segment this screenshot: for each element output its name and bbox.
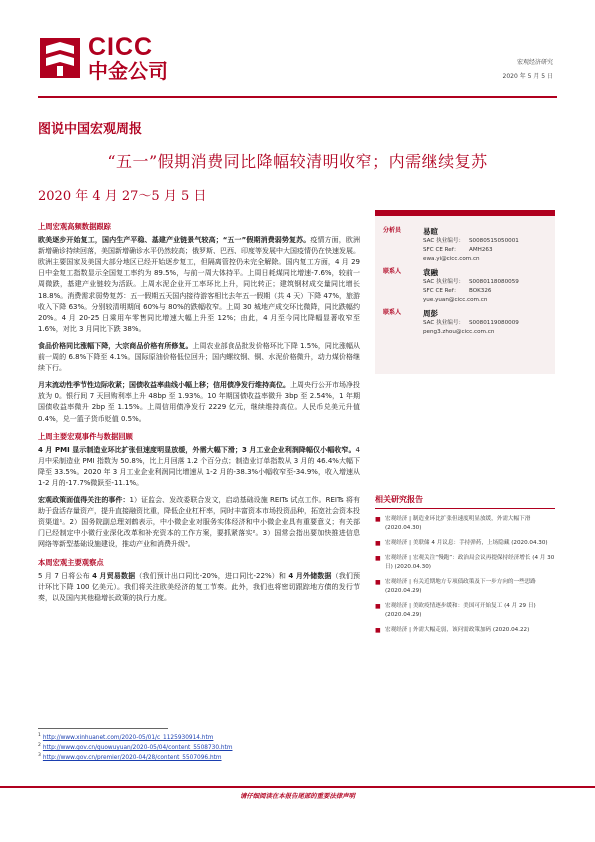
footnote-link[interactable]: http://www.xinhuanet.com/2020-05/01/c_1125930914.htm (42, 734, 214, 741)
analyst-info (423, 267, 547, 305)
paragraph-bold: 4 月外储数据 (288, 571, 332, 580)
brand-en: CICC (88, 33, 154, 61)
related-report-text: 宏观经济 | 宏观关注“慢跑”：政治局会议再提保持经济增长 (4 月 30 日) (2020.04.30) (385, 555, 555, 570)
analyst-email[interactable]: peng3.zhou@cicc.com.cn (423, 329, 495, 335)
footer-divider (0, 786, 595, 788)
paragraph-text: 1）证监会、发改委联合发文，启动基础设施 REITs 试点工作。REITs 将有助于盘活存量资产，提升直接融资比重，降低企业杠杆率，同时丰富资本市场投资品种，拓宽社会资本投资渠道¹。2）国务院副总理刘鹤表示，中小微企业对服务实体经济和中小微企业具有重要意义；有关部门已经制定中小微行业深化改革和补充资本的工作方案，要抓紧落实²。3）国常会指出要加快推进信息网络等新型基础设施建设，推动产业和消费升级³。 (38, 496, 361, 549)
analyst-role: 分析员 (383, 227, 402, 234)
report-date: 2020 年 5 月 5 日 (502, 73, 553, 80)
related-report-item[interactable] (375, 626, 555, 635)
paragraph-lead: 月末流动性季节性边际收紧；国债收益率曲线小幅上移；信用债净发行维持高位。 (38, 381, 290, 390)
paragraph (38, 380, 360, 424)
analyst-name: 袁融 (423, 268, 438, 277)
related-report-text: 宏观经济 | 美欧疫情逐步缓和：美国可开始复工 (4 月 29 日) (2020.04.29) (385, 603, 536, 618)
analyst-entry (383, 308, 547, 337)
related-report-text: 宏观经济 | 制造业环比扩张但速度明显放缓，外需大幅下滑 (2020.04.30) (385, 516, 531, 531)
related-report-item[interactable] (375, 539, 555, 548)
header-divider (38, 96, 557, 98)
bullet-icon: ■ (375, 579, 381, 586)
credential-value: S0080515050001 (469, 238, 519, 244)
footnote (38, 732, 232, 742)
analyst-credential (423, 319, 547, 328)
paragraph (38, 235, 360, 335)
bullet-icon: ■ (375, 603, 381, 610)
brand-logo-text (88, 34, 168, 82)
credential-key: SFC CE Ref： (423, 247, 460, 253)
credential-value: S0080118080059 (469, 279, 519, 285)
footnote-number: 1 (38, 733, 41, 738)
footnote (38, 752, 232, 762)
paragraph-lead: 欧美逐步开始复工，国内生产平稳、基建产业链景气较高；“五一”假期消费弱势复苏。 (38, 236, 311, 245)
analyst-name: 周彭 (423, 309, 438, 318)
related-report-item[interactable] (375, 602, 555, 620)
paragraph-text: 上周农业部食品批发价格环比下降 1.5%，同比涨幅从前一周的 6.8%下降至 4.1%。国际原油价格低位回升；国内螺纹钢、铜、水泥价格微升，动力煤价格继续下行。 (38, 341, 361, 373)
analyst-entry (383, 226, 547, 264)
paragraph (38, 495, 360, 550)
paragraph (38, 341, 360, 374)
report-type: 宏观经济研究 (516, 59, 553, 66)
paragraph-text: 5 月 7 日将公布 (38, 571, 93, 580)
related-report-text: 宏观经济 | 有关近期地方专项债政策及下一步方向的一些思路 (2020.04.29) (385, 579, 536, 594)
analyst-role: 联系人 (383, 268, 402, 275)
credential-value: AMH263 (469, 247, 493, 253)
analyst-credential (423, 237, 547, 246)
section-heading: 本周宏观主要观察点 (38, 557, 104, 567)
header-meta (503, 56, 553, 84)
footnote-number: 3 (38, 753, 41, 759)
analyst-credential (423, 246, 547, 255)
analyst-info (423, 308, 547, 337)
analyst-name: 易暄 (423, 227, 438, 236)
footnote-divider (38, 728, 168, 729)
analyst-entry (383, 267, 547, 305)
paragraph (38, 445, 360, 489)
footnote-link[interactable]: http://www.gov.cn/premier/2020-04/28/content_5507096.htm (42, 755, 222, 762)
related-reports (375, 494, 555, 641)
paragraph-text: （我们预计出口同比-20%，进口同比-22%）和 (135, 571, 289, 580)
analyst-role: 联系人 (383, 309, 402, 316)
bullet-icon: ■ (375, 627, 381, 634)
credential-value: BOK326 (469, 288, 492, 294)
related-title: 相关研究报告 (375, 494, 555, 509)
analyst-email[interactable]: ewa.yi@cicc.com.cn (423, 256, 480, 262)
footer-disclaimer: 请仔细阅读在本报告尾部的重要法律声明 (239, 792, 356, 800)
series-title: 图说中国宏观周报 (38, 122, 143, 137)
report-title: “五一”假期消费同比降幅较清明收窄；内需继续复苏 (107, 152, 488, 171)
paragraph-lead: 宏观政策面值得关注的事件： (38, 496, 130, 505)
section-heading: 上周宏观高频数据跟踪 (38, 222, 111, 231)
footnotes (38, 732, 232, 762)
bullet-icon: ■ (375, 516, 381, 523)
analyst-list (375, 216, 555, 374)
credential-key: SFC CE Ref： (423, 288, 460, 294)
analyst-credential (423, 278, 547, 287)
related-report-text: 宏观经济 | 美联储 4 月议息：手持弹药，上场隐藏 (2020.04.30) (385, 540, 548, 546)
footnote (38, 742, 232, 752)
paragraph-bold: 4 月贸易数据 (92, 571, 136, 580)
bullet-icon: ■ (375, 555, 381, 562)
analyst-credential (423, 287, 547, 296)
paragraph-lead: 食品价格同比涨幅下降，大宗商品价格有所修复。 (38, 341, 193, 350)
related-report-item[interactable] (375, 578, 555, 596)
cicc-logo-icon (38, 34, 82, 82)
section-heading: 上周主要宏观事件与数据回顾 (38, 431, 133, 441)
analyst-email[interactable]: yue.yuan@cicc.com.cn (423, 297, 488, 303)
main-body (38, 221, 360, 610)
analyst-panel (375, 210, 555, 374)
bullet-icon: ■ (375, 540, 381, 547)
related-report-item[interactable] (375, 554, 555, 572)
date-range: 2020 年 4 月 27～5 月 5 日 (38, 189, 207, 204)
brand-cn: 中金公司 (88, 59, 168, 83)
paragraph-text: 疫情方面，欧洲新增确诊持续回落，美国新增确诊水平仍然较高；俄罗斯、巴西、印度等发展中大国疫情仍在快速发展。欧洲主要国家及美国大部分地区已经开始逐步复工，但隔离管控仍未完全解除。国内复工方面，4 月 29 日中金复工指数显示全国复工率约为 89.5%，与前一周大体持平。上周日耗煤同比增速-7.6%，较前一周微跌，基建产业链较为活跃。上周水泥企业开工率环比上升，同比转正；建筑钢材成交量同比增长 18.8%。消费需求弱势复苏：五一假期五天国内接待游客相比去年五一假期（共 4 天）下降 47%，旅游收入下降 63%。分别较清明期间 60%与 80%的跌幅收窄。上周 30 城地产成交环比微降，同比跌幅约 20%。4 月 20-25 日乘用车零售同比增速大幅上升至 12%；由此，4 月至今同比降幅显著收窄至 1.6%，对比 3 月同比下跌 38%。 (38, 236, 360, 333)
analyst-info (423, 226, 547, 264)
credential-key: SAC 执业编号： (423, 279, 465, 285)
paragraph-lead: 4 月 PMI 显示制造业环比扩张但速度明显放缓，外需大幅下滑；3 月工业企业利润降幅仅小幅收窄。 (38, 445, 356, 454)
paragraph (38, 571, 360, 604)
credential-key: SAC 执业编号： (423, 320, 465, 326)
related-report-text: 宏观经济 | 外需大幅走弱，该问需政策加码 (2020.04.22) (385, 627, 530, 633)
credential-value: S0080119080009 (469, 320, 519, 326)
paragraph-text: 上周央行公开市场净投放为 0。银行间 7 天回购利率上升 48bp 至 1.93%。10 年期国债收益率微升 3bp 至 2.54%，1 年期国债收益率微升 2bp 至 1.15%。上周信用债净发行 2229 亿元，继续维持高位。人民币兑美元升值 0.4%，兑一篮子货币贬值 0.5%。 (38, 381, 360, 423)
related-report-item[interactable] (375, 515, 555, 533)
paragraph-text: 4 月中采制造业 PMI 指数为 50.8%，比上月回落 1.2 个百分点；制造业订单指数从 3 月的 46.4%大幅下降至 33.5%。2020 年 3 月工业企业利润同比增速从 1-2 月的-38.3%小幅收窄至-34.9%，收入增速从 1-2 月的-17.7%微跃至-11.1%。 (38, 445, 360, 487)
footnote-link[interactable]: http://www.gov.cn/guowuyuan/2020-05/04/content_5508730.htm (42, 745, 233, 752)
footnote-number: 2 (38, 743, 41, 749)
credential-key: SAC 执业编号： (423, 238, 465, 244)
paragraph-text: （我们预计环比下降 100 亿美元）。我们将关注欧美经济的复工节奏。此外，我们也将密切跟踪地方债的发行节奏，以及国内其他稳增长政策的执行力度。 (38, 571, 361, 602)
